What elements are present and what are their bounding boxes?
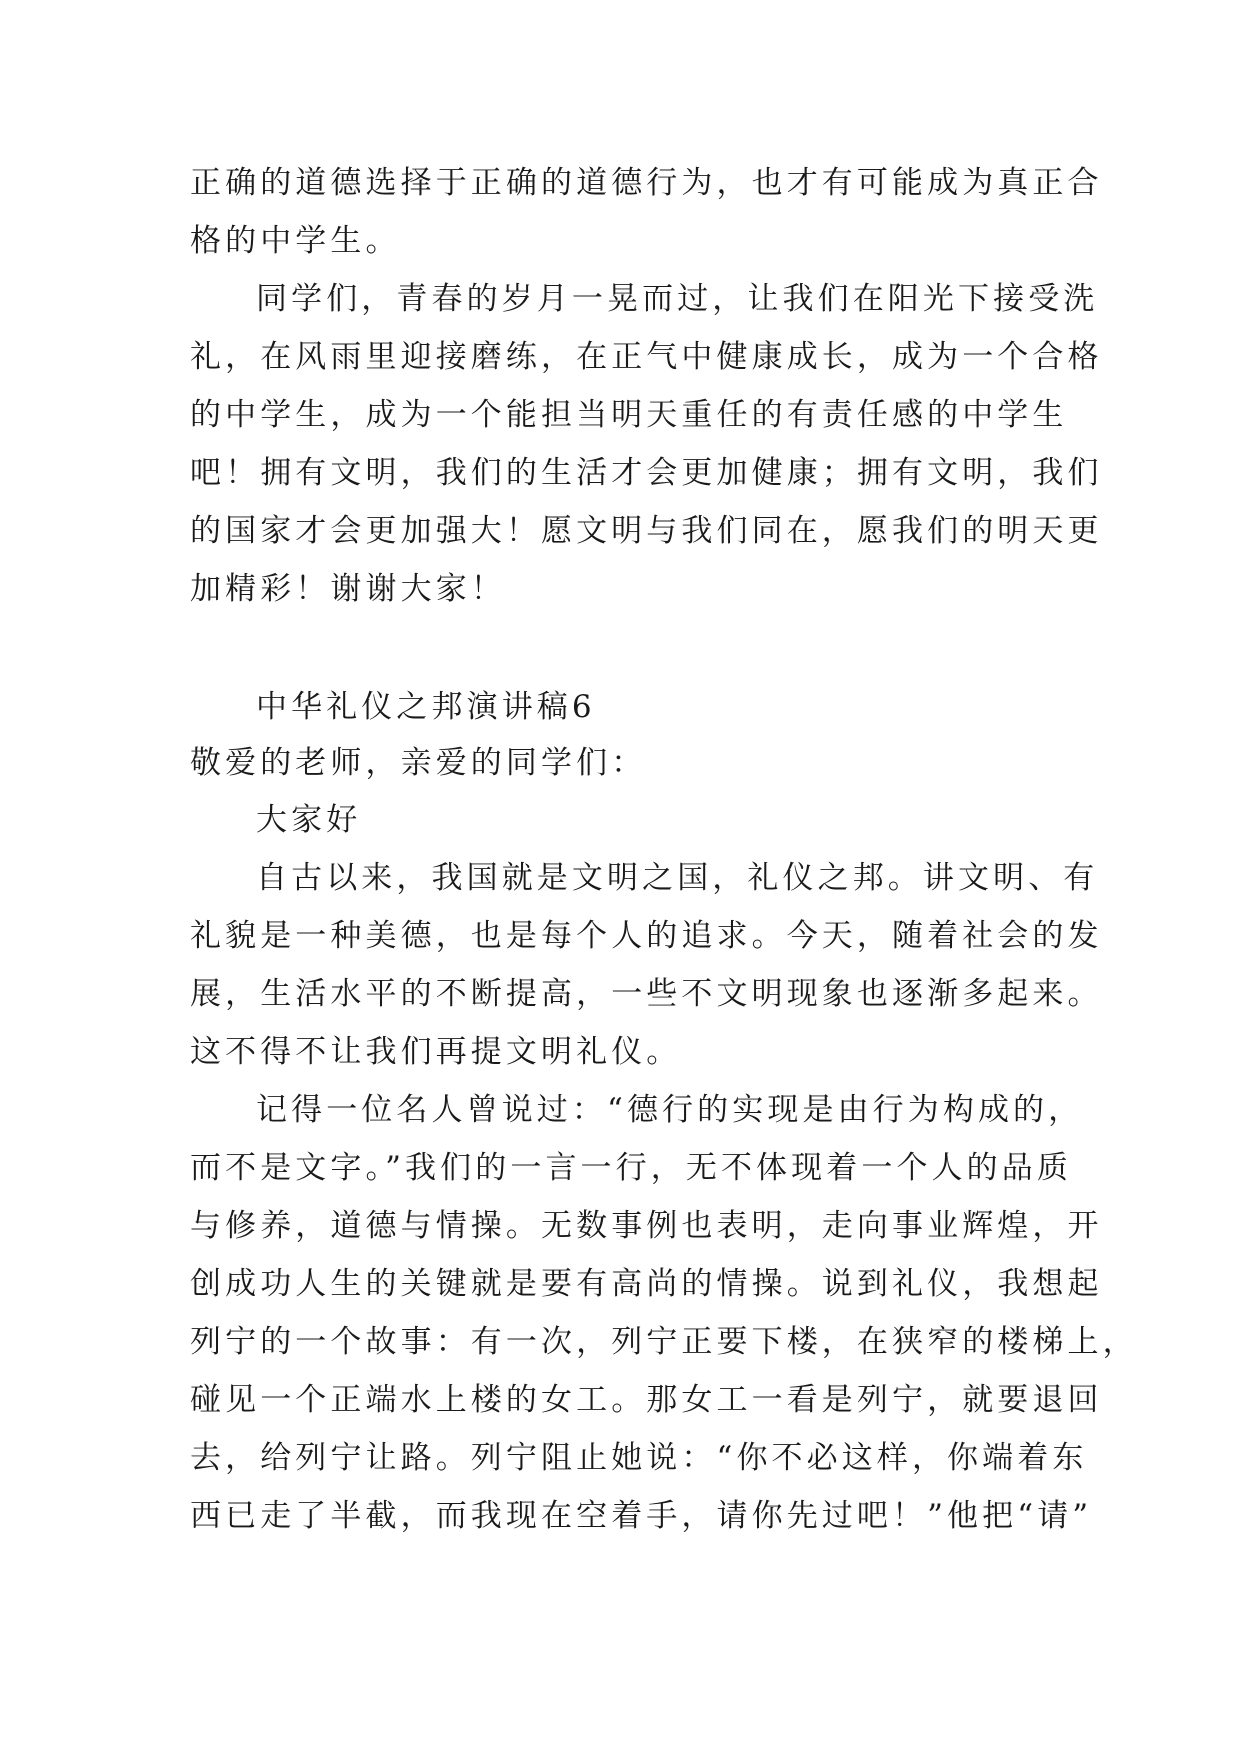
paragraph-line: 礼貌是一种美德，也是每个人的追求。今天，随着社会的发	[190, 918, 1103, 954]
paragraph-line: 这不得不让我们再提文明礼仪。	[190, 1034, 682, 1070]
paragraph-line: 加精彩！谢谢大家！	[190, 571, 506, 607]
paragraph-line: 列宁的一个故事：有一次，列宁正要下楼，在狭窄的楼梯上，	[190, 1324, 1138, 1360]
paragraph-line: 格的中学生。	[190, 223, 401, 259]
paragraph-line: 记得一位名人曾说过：“德行的实现是由行为构成的，	[256, 1092, 1084, 1128]
paragraph-line: 展，生活水平的不断提高，一些不文明现象也逐渐多起来。	[190, 976, 1103, 1012]
section-heading: 中华礼仪之邦演讲稿6	[256, 689, 596, 725]
paragraph-line: 而不是文字。”我们的一言一行，无不体现着一个人的品质	[190, 1150, 1072, 1186]
paragraph-line: 与修养，道德与情操。无数事例也表明，走向事业辉煌，开	[190, 1208, 1103, 1244]
paragraph-line: 创成功人生的关键就是要有高尚的情操。说到礼仪，我想起	[190, 1266, 1103, 1302]
paragraph-line: 礼，在风雨里迎接磨练，在正气中健康成长，成为一个合格	[190, 339, 1103, 375]
paragraph-line: 的国家才会更加强大！愿文明与我们同在，愿我们的明天更	[190, 513, 1103, 549]
paragraph-line: 的中学生，成为一个能担当明天重任的有责任感的中学生	[190, 397, 1068, 433]
paragraph-line: 吧！拥有文明，我们的生活才会更加健康；拥有文明，我们	[190, 455, 1103, 491]
paragraph-line: 同学们，青春的岁月一晃而过，让我们在阳光下接受洗	[256, 281, 1099, 317]
salutation: 敬爱的老师，亲爱的同学们：	[190, 745, 647, 781]
greeting: 大家好	[256, 802, 362, 838]
paragraph-line: 去，给列宁让路。列宁阻止她说：“你不必这样，你端着东	[190, 1440, 1088, 1476]
paragraph-line: 自古以来，我国就是文明之国，礼仪之邦。讲文明、有	[256, 860, 1099, 896]
paragraph-line: 正确的道德选择于正确的道德行为，也才有可能成为真正合	[190, 165, 1103, 201]
paragraph-line: 碰见一个正端水上楼的女工。那女工一看是列宁，就要退回	[190, 1382, 1103, 1418]
paragraph-line: 西已走了半截，而我现在空着手，请你先过吧！”他把“请”	[190, 1498, 1093, 1534]
